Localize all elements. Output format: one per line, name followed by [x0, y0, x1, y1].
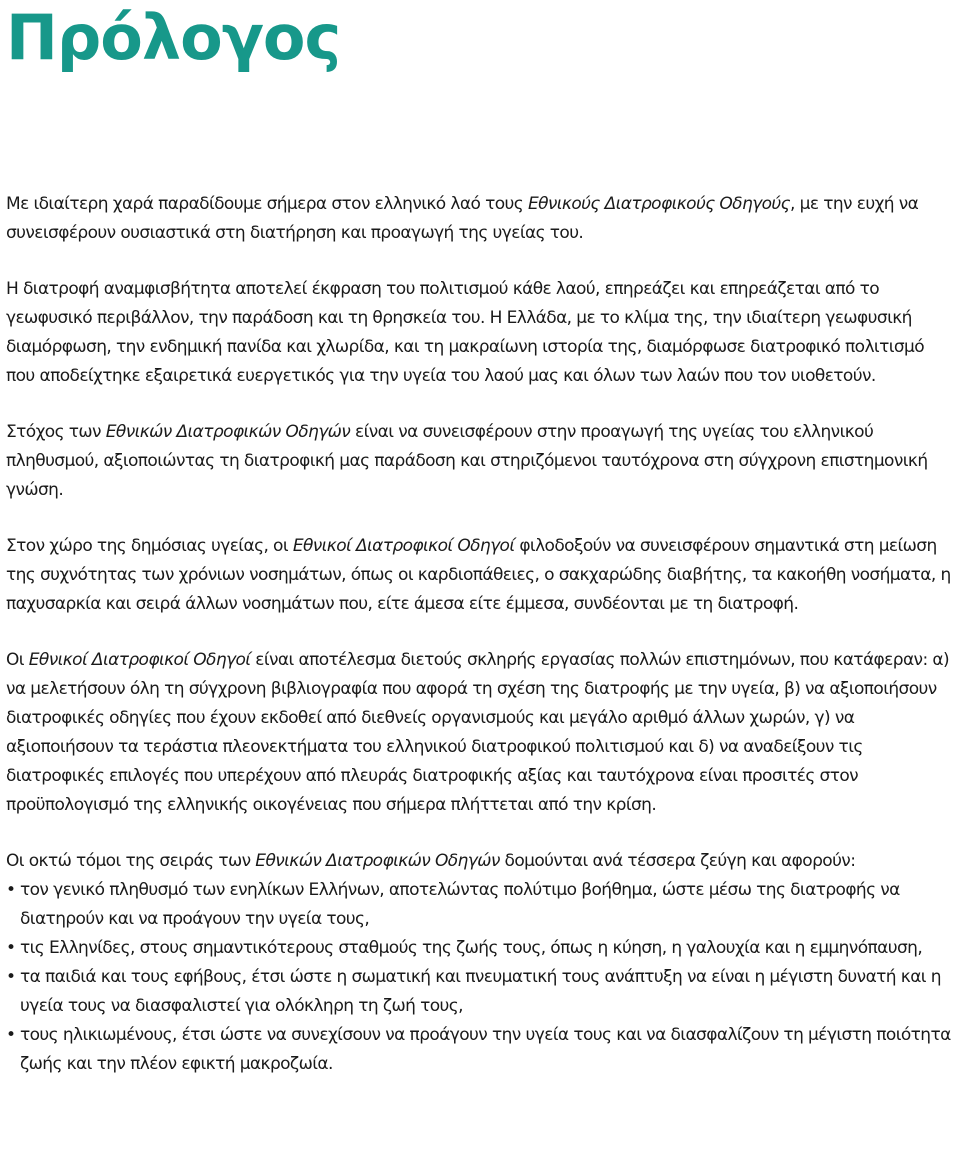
- list-item-text: τους ηλικιωμένους, έτσι ώστε να συνεχίσουν να προάγουν την υγεία τους και να διασφαλίζουν τη μέγιστη ποιότητα ζωής και την πλέον εφικτή μακροζωία.: [20, 1025, 951, 1074]
- emphasis-text: Εθνικοί Διατροφικοί Οδηγοί: [28, 650, 251, 670]
- volumes-list: [6, 876, 956, 1079]
- text-span: φιλοδοξούν να συνεισφέρουν σημαντικά στη μείωση της συχνότητας των χρόνιων νοσημάτων, όπως οι καρδιοπάθειες, ο σακχαρώδης διαβήτης, τα κακοήθη νοσήματα, η παχυσαρκία και σειρά άλλων νοσημάτων που, είτε άμεσα είτε έμμεσα, συνδέονται με τη διατροφή.: [6, 536, 951, 614]
- text-span: , με την ευχή να συνεισφέρουν ουσιαστικά στη διατήρηση και προαγωγή της υγείας του.: [6, 194, 919, 243]
- bullet-icon: •: [6, 938, 16, 958]
- bullet-icon: •: [6, 1025, 16, 1045]
- emphasis-text: Εθνικών Διατροφικών Οδηγών: [255, 851, 500, 871]
- paragraph-culture: Η διατροφή αναμφισβήτητα αποτελεί έκφραση του πολιτισμού κάθε λαού, επηρεάζει και επηρεάζεται από το γεωφυσικό περιβάλλον, την παράδοση και τη θρησκεία του. Η Ελλάδα, με το κλίμα της, την ιδιαίτερη γεωφυσική διαμόρφωση, την ενδημική πανίδα και χλωρίδα, και τη μακραίωνη ιστορία της, διαμόρφωσε διατροφικό πολιτισμό που αποδείχτηκε εξαιρετικά ευεργετικός για την υγεία του λαού μας και όλων των λαών που τον υιοθετούν.: [6, 279, 925, 386]
- body-text: [6, 190, 956, 1079]
- volumes-intro: [6, 847, 956, 876]
- page-title: Πρόλογος: [6, 1, 341, 74]
- text-span: Οι: [6, 650, 29, 670]
- paragraph-goal: [6, 418, 956, 505]
- paragraph-public-health: [6, 532, 956, 619]
- paragraph-intro: [6, 190, 956, 248]
- list-item-text: τον γενικό πληθυσμό των ενηλίκων Ελλήνων, αποτελώντας πολύτιμο βοήθημα, ώστε μέσω της διατροφής να διατηρούν και να προάγουν την υγεία τους,: [20, 880, 900, 929]
- list-item: [6, 934, 956, 963]
- list-item: [6, 963, 956, 1021]
- emphasis-text: Εθνικών Διατροφικών Οδηγών: [105, 422, 351, 442]
- text-span: Με ιδιαίτερη χαρά παραδίδουμε σήμερα στον ελληνικό λαό τους: [6, 194, 528, 214]
- bullet-icon: •: [6, 880, 16, 900]
- bullet-icon: •: [6, 967, 16, 987]
- list-item: [6, 1021, 956, 1079]
- list-item-text: τις Ελληνίδες, στους σημαντικότερους σταθμούς της ζωής τους, όπως η κύηση, η γαλουχία και η εμμηνόπαυση,: [20, 938, 923, 958]
- list-item: [6, 876, 956, 934]
- emphasis-text: Εθνικούς Διατροφικούς Οδηγούς: [527, 194, 791, 214]
- emphasis-text: Εθνικοί Διατροφικοί Οδηγοί: [292, 536, 515, 556]
- text-span: είναι να συνεισφέρουν στην προαγωγή της υγείας του ελληνικού πληθυσμού, αξιοποιώντας τη διατροφική μας παράδοση και στηριζόμενοι ταυτόχρονα στη σύγχρονη επιστημονική γνώση.: [6, 422, 928, 500]
- text-span: Οι οκτώ τόμοι της σειράς των: [6, 851, 256, 871]
- text-span: δομούνται ανά τέσσερα ζεύγη και αφορούν:: [499, 851, 856, 871]
- paragraph-volumes: [6, 847, 956, 1079]
- paragraph-work: [6, 646, 956, 820]
- text-span: είναι αποτέλεσμα διετούς σκληρής εργασίας πολλών επιστημόνων, που κατάφεραν: α) να μελετήσουν όλη τη σύγχρονη βιβλιογραφία που αφορά τη σχέση της διατροφής με την υγεία, β) να αξιοποιήσουν διατροφικές οδηγίες που έχουν εκδοθεί από διεθνείς οργανισμούς και μεγάλο αριθμό άλλων χωρών, γ) να αξιοποιήσουν τα τεράστια πλεονεκτήματα του ελληνικού διατροφικού πολιτισμού και δ) να αναδείξουν τις διατροφικές επιλογές που υπερέχουν από πλευράς διατροφικής αξίας και ταυτόχρονα είναι προσιτές στον προϋπολογισμό της ελληνικής οικογένειας που σήμερα πλήττεται από την κρίση.: [6, 650, 950, 815]
- text-span: Στόχος των: [6, 422, 106, 442]
- list-item-text: τα παιδιά και τους εφήβους, έτσι ώστε η σωματική και πνευματική τους ανάπτυξη να είναι η μέγιστη δυνατή και η υγεία τους να διασφαλιστεί για ολόκληρη τη ζωή τους,: [20, 967, 941, 1016]
- text-span: Στον χώρο της δημόσιας υγείας, οι: [6, 536, 293, 556]
